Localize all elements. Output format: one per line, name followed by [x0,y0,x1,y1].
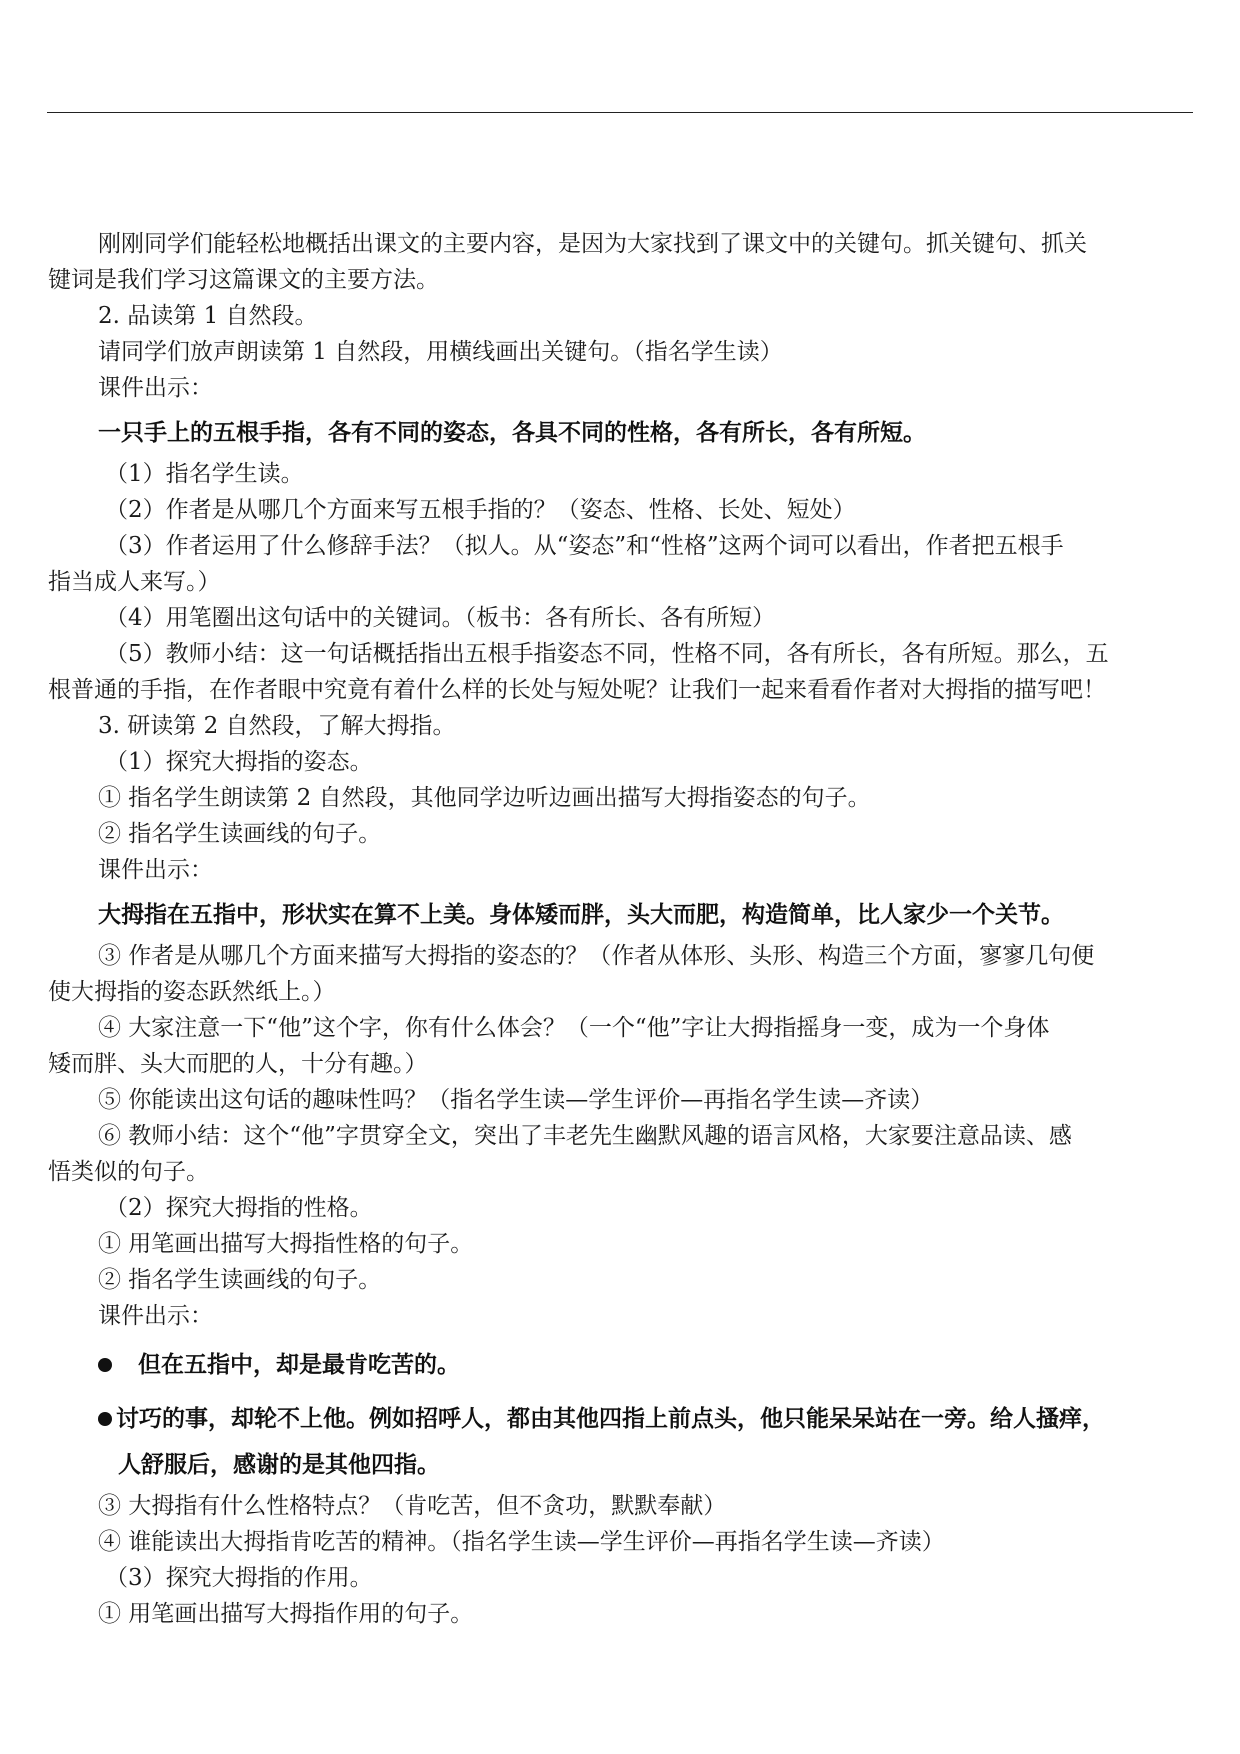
slide-label: 课件出示： [98,857,213,883]
paragraph-line: 指当成人来写。） [48,569,221,595]
paragraph-line: 刚刚同学们能轻松地概括出课文的主要内容，是因为大家找到了课文中的关键句。抓关键句、抓关 [98,231,1087,257]
slide-label: 课件出示： [98,1303,213,1329]
list-item: （1）指名学生读。 [105,461,304,487]
bullet-text: 讨巧的事，却轮不上他。例如招呼人，都由其他四指上前点头，他只能呆呆站在一旁。给人搔痒， [116,1406,1105,1432]
paragraph-line: 矮而胖、头大而肥的人，十分有趣。） [48,1051,428,1077]
list-item: ⑤ 你能读出这句话的趣味性吗？（指名学生读—学生评价—再指名学生读—齐读） [98,1087,934,1113]
list-item: ⑥ 教师小结：这个“他”字贯穿全文，突出了丰老先生幽默风趣的语言风格，大家要注意品读、感 [98,1123,1072,1149]
list-item: ③ 作者是从哪几个方面来描写大拇指的姿态的？（作者从体形、头形、构造三个方面，寥寥几句便 [98,943,1095,969]
paragraph-line: 键词是我们学习这篇课文的主要方法。 [48,267,439,293]
list-item: ① 用笔画出描写大拇指作用的句子。 [98,1601,474,1627]
bullet-text: 但在五指中，却是最肯吃苦的。 [138,1352,460,1378]
section-heading: 2. 品读第 1 自然段。 [98,303,318,329]
list-item: （3）作者运用了什么修辞手法？（拟人。从“姿态”和“性格”这两个词可以看出，作者把五根手 [105,533,1064,559]
list-item: （3）探究大拇指的作用。 [105,1565,373,1591]
slide-quote: 一只手上的五根手指，各有不同的姿态，各具不同的性格，各有所长，各有所短。 [98,420,926,446]
bullet-continuation: 人舒服后，感谢的是其他四指。 [118,1452,440,1478]
bullet-icon [98,1358,112,1372]
paragraph-line: 请同学们放声朗读第 1 自然段，用横线画出关键句。（指名学生读） [98,339,783,365]
list-item: ① 用笔画出描写大拇指性格的句子。 [98,1231,474,1257]
paragraph-line: 根普通的手指，在作者眼中究竟有着什么样的长处与短处呢？让我们一起来看看作者对大拇指的描写吧！ [48,677,1106,703]
slide-quote: 大拇指在五指中，形状实在算不上美。身体矮而胖，头大而肥，构造简单，比人家少一个关节。 [98,902,1064,928]
list-item: （2）作者是从哪几个方面来写五根手指的？（姿态、性格、长处、短处） [105,497,856,523]
list-item: ③ 大拇指有什么性格特点？（肯吃苦，但不贪功，默默奉献） [98,1493,727,1519]
list-item: （2）探究大拇指的性格。 [105,1195,373,1221]
list-item: （4）用笔圈出这句话中的关键词。（板书：各有所长、各有所短） [105,605,776,631]
paragraph-line: 悟类似的句子。 [48,1159,209,1185]
list-item: （1）探究大拇指的姿态。 [105,749,373,775]
list-item: ① 指名学生朗读第 2 自然段，其他同学边听边画出描写大拇指姿态的句子。 [98,785,871,811]
list-item: ④ 大家注意一下“他”这个字，你有什么体会？（一个“他”字让大拇指摇身一变，成为一个身体 [98,1015,1050,1041]
bullet-icon [98,1412,112,1426]
list-item: ④ 谁能读出大拇指肯吃苦的精神。（指名学生读—学生评价—再指名学生读—齐读） [98,1529,945,1555]
slide-label: 课件出示： [98,375,213,401]
bullet-quote [48,1396,1196,1442]
paragraph-line: 使大拇指的姿态跃然纸上。） [48,979,336,1005]
section-heading: 3. 研读第 2 自然段，了解大拇指。 [98,713,456,739]
bullet-quote [48,1342,1196,1388]
list-item: （5）教师小结：这一句话概括指出五根手指姿态不同，性格不同，各有所长，各有所短。那么，五 [105,641,1109,667]
document-body [48,226,1196,1632]
header-rule [47,112,1193,113]
list-item: ② 指名学生读画线的句子。 [98,821,382,847]
list-item: ② 指名学生读画线的句子。 [98,1267,382,1293]
